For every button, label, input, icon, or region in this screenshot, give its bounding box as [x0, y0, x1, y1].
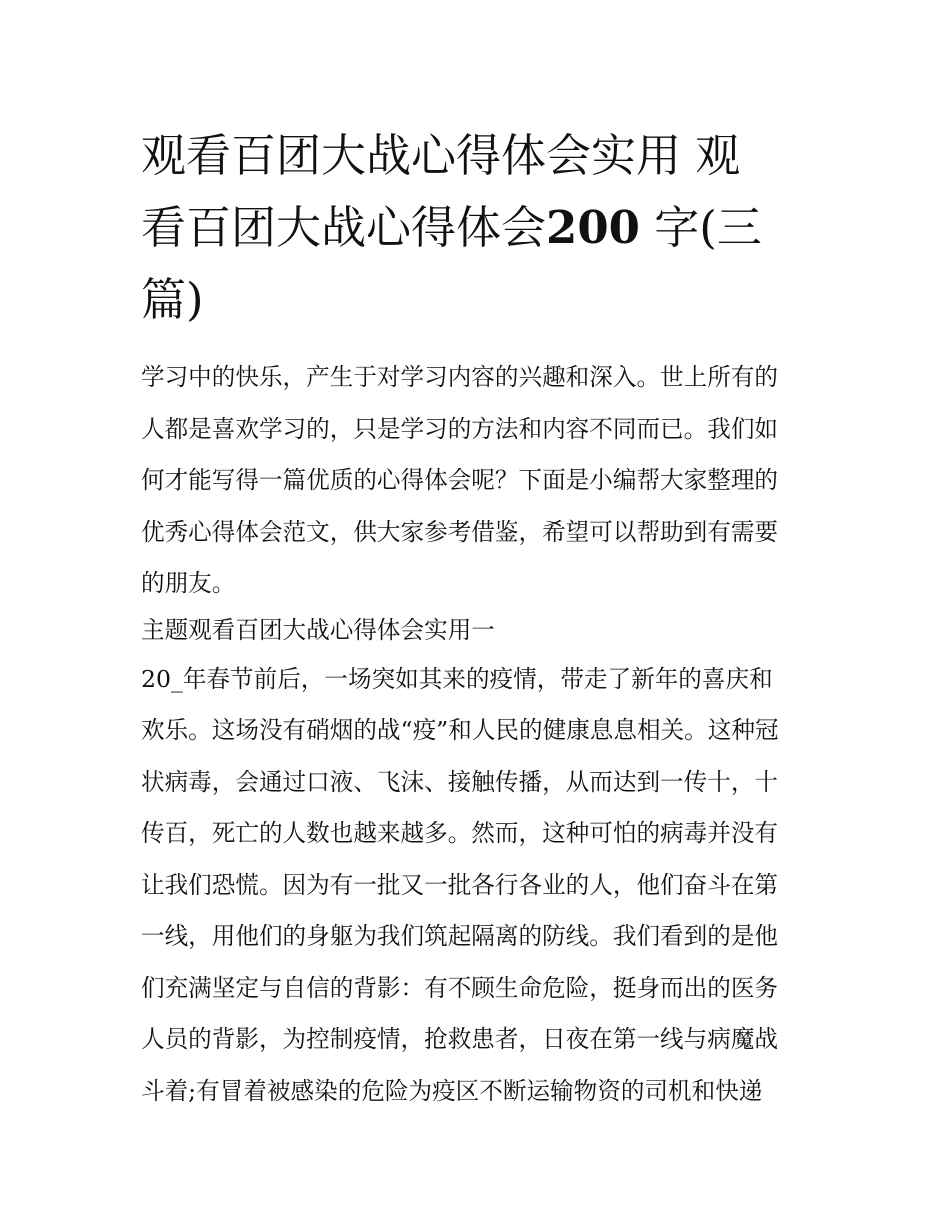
- text-line: 状病毒，会通过口液、飞沫、接触传播，从而达到一传十，十: [141, 767, 779, 796]
- title-line: [141, 192, 813, 264]
- text-line: 的朋友。: [141, 569, 236, 597]
- document-body: [141, 352, 813, 1117]
- text-line: 欢乐。这场没有硝烟的战“疫”和人民的健康息息相关。这种冠: [141, 716, 779, 744]
- text-line: 传百，死亡的人数也越来越多。然而，这种可怕的病毒并没有: [141, 819, 779, 847]
- text-line: 们充满坚定与自信的背影：有不顾生命危险，挺身而出的医务: [141, 973, 779, 1002]
- text-line: 一线，用他们的身躯为我们筑起隔离的防线。我们看到的是他: [141, 922, 779, 950]
- body-paragraph: [141, 654, 813, 1118]
- document-title: [141, 120, 813, 336]
- text-line: 让我们恐慌。因为有一批又一批各行各业的人，他们奋斗在第: [141, 870, 779, 899]
- title-text: 字(三: [639, 201, 762, 254]
- text-line: 人都是喜欢学习的，只是学习的方法和内容不同而已。我们如: [141, 414, 779, 443]
- text-line: 优秀心得体会范文，供大家参考借鉴，希望可以帮助到有需要: [141, 517, 779, 546]
- document-page: [141, 120, 813, 1117]
- title-text: 看百团大战心得体会: [141, 201, 547, 254]
- title-line: 篇): [141, 273, 204, 326]
- text-line: 20_年春节前后，一场突如其来的疫情，带走了新年的喜庆和: [141, 664, 773, 693]
- section-heading: 主题观看百团大战心得体会实用一: [141, 615, 495, 644]
- title-number: 200: [546, 201, 640, 254]
- text-line: 学习中的快乐，产生于对学习内容的兴趣和深入。世上所有的: [141, 363, 779, 391]
- title-line: 观看百团大战心得体会实用 观: [141, 129, 741, 182]
- text-line: 人员的背影，为控制疫情，抢救患者，日夜在第一线与病魔战: [141, 1025, 779, 1053]
- text-line: 何才能写得一篇优质的心得体会呢？下面是小编帮大家整理的: [141, 466, 779, 494]
- text-line: 斗着;有冒着被感染的危险为疫区不断运输物资的司机和快递: [141, 1076, 763, 1105]
- intro-paragraph: [141, 352, 813, 610]
